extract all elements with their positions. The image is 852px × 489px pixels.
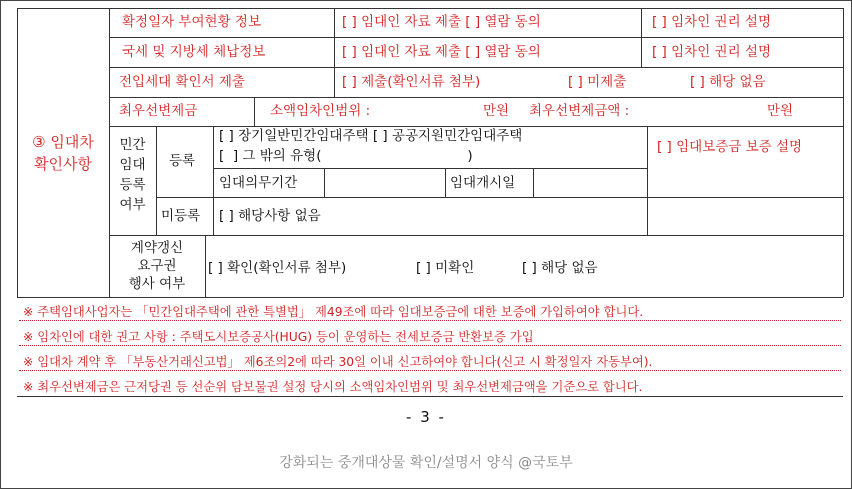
small-tenant-range-unit: 만원 <box>483 103 510 119</box>
private-rental-registration-label <box>109 135 156 215</box>
fixed-date-consent-options[interactable]: [ ] 임대인 자료 제출 [ ] 열람 동의 <box>342 14 541 30</box>
move-in-not-applicable-option[interactable]: [ ] 해당 없음 <box>690 74 766 90</box>
unregistered-label: 미등록 <box>161 208 201 224</box>
registered-type-options[interactable]: [ ] 장기일반민간임대주택 [ ] 공공지원민간임대주택 <box>219 128 523 144</box>
duty-period-label: 임대의무기간 <box>219 175 298 191</box>
table-top-border <box>17 8 843 9</box>
row-divider <box>109 37 843 38</box>
tax-arrears-label: 국세 및 지방세 체납정보 <box>122 44 266 60</box>
move-in-not-submitted-option[interactable]: [ ] 미제출 <box>568 74 627 90</box>
fixed-date-label: 확정일자 부여현황 정보 <box>122 14 261 30</box>
rental-start-date-label: 임대개시일 <box>450 175 516 191</box>
section-title-line: ③ 임대차 <box>32 133 94 151</box>
col-divider <box>213 126 214 235</box>
deposit-guarantee-option[interactable]: [ ] 임대보증금 보증 설명 <box>657 139 803 155</box>
label-line: 민간 <box>119 137 146 153</box>
priority-amount-unit: 만원 <box>767 103 794 119</box>
label-line: 여부 <box>119 197 146 213</box>
table-right-border <box>843 8 844 297</box>
col-divider <box>334 67 335 97</box>
col-divider <box>334 8 335 67</box>
row-divider <box>156 197 647 198</box>
label-line: 계약갱신 <box>130 240 184 256</box>
section-title-line: 확인사항 <box>34 155 92 173</box>
row-divider <box>647 197 843 198</box>
tax-arrears-consent-options[interactable]: [ ] 임대인 자료 제출 [ ] 열람 동의 <box>342 44 541 60</box>
registered-other-type-option[interactable]: [ ] 그 밖의 유형( ) <box>219 148 473 164</box>
row-divider <box>109 97 843 98</box>
tax-arrears-tenant-rights-option[interactable]: [ ] 임차인 권리 설명 <box>652 44 771 60</box>
fixed-date-tenant-rights-option[interactable]: [ ] 임차인 권리 설명 <box>652 14 771 30</box>
table-bottom-border <box>17 297 843 298</box>
note-item: ※ 임대차 계약 후 「부동산거래신고법」 제6조의2에 따라 30일 이내 신고하여야 합니다(신고 시 확정일자 자동부여). <box>23 355 653 369</box>
small-tenant-range-label: 소액임차인범위 : <box>270 103 371 119</box>
section-title <box>17 131 109 175</box>
col-divider <box>254 97 255 126</box>
label-line: 임대 <box>119 157 146 173</box>
label-line: 행사 여부 <box>128 276 186 292</box>
row-divider <box>109 67 843 68</box>
unregistered-not-applicable-option[interactable]: [ ] 해당사항 없음 <box>219 208 321 224</box>
col-divider <box>156 126 157 235</box>
page-number: - 3 - <box>406 408 446 426</box>
priority-amount-label: 최우선변제금액 : <box>529 103 630 119</box>
col-divider <box>647 126 648 235</box>
label-line: 등록 <box>119 177 146 193</box>
col-divider <box>205 235 206 297</box>
col-divider <box>641 8 642 67</box>
renewal-not-applicable-option[interactable]: [ ] 해당 없음 <box>522 260 598 276</box>
row-divider <box>109 126 843 127</box>
row-divider <box>109 235 843 236</box>
note-item: ※ 주택임대사업자는 「민간임대주택에 관한 특별법」 제49조에 따라 임대보증금에 대한 보증에 가입하여야 합니다. <box>23 305 644 319</box>
note-item: ※ 임차인에 대한 권고 사항 : 주택도시보증공사(HUG) 등이 운영하는 전세보증금 반환보증 가입 <box>23 330 534 344</box>
renewal-confirmed-option[interactable]: [ ] 확인(확인서류 첨부) <box>208 260 347 276</box>
priority-repayment-label: 최우선변제금 <box>119 103 198 119</box>
col-divider <box>445 168 446 197</box>
source-caption: 강화되는 중개대상물 확인/설명서 양식 @국토부 <box>279 455 573 471</box>
notes-block <box>23 300 841 400</box>
note-item: ※ 최우선변제금은 근저당권 등 선순위 담보물권 설정 당시의 소액임차인범위 및 최우선변제금액을 기준으로 합니다. <box>23 380 643 394</box>
label-line: 요구권 <box>137 258 177 274</box>
move-in-submitted-option[interactable]: [ ] 제출(확인서류 첨부) <box>342 74 481 90</box>
registered-label: 등록 <box>169 153 196 169</box>
rental-start-date-field[interactable] <box>534 169 646 196</box>
renewal-request-label <box>109 239 205 293</box>
duty-period-field[interactable] <box>325 169 444 196</box>
move-in-household-label: 전입세대 확인서 제출 <box>119 74 245 90</box>
renewal-unconfirmed-option[interactable]: [ ] 미확인 <box>416 260 475 276</box>
